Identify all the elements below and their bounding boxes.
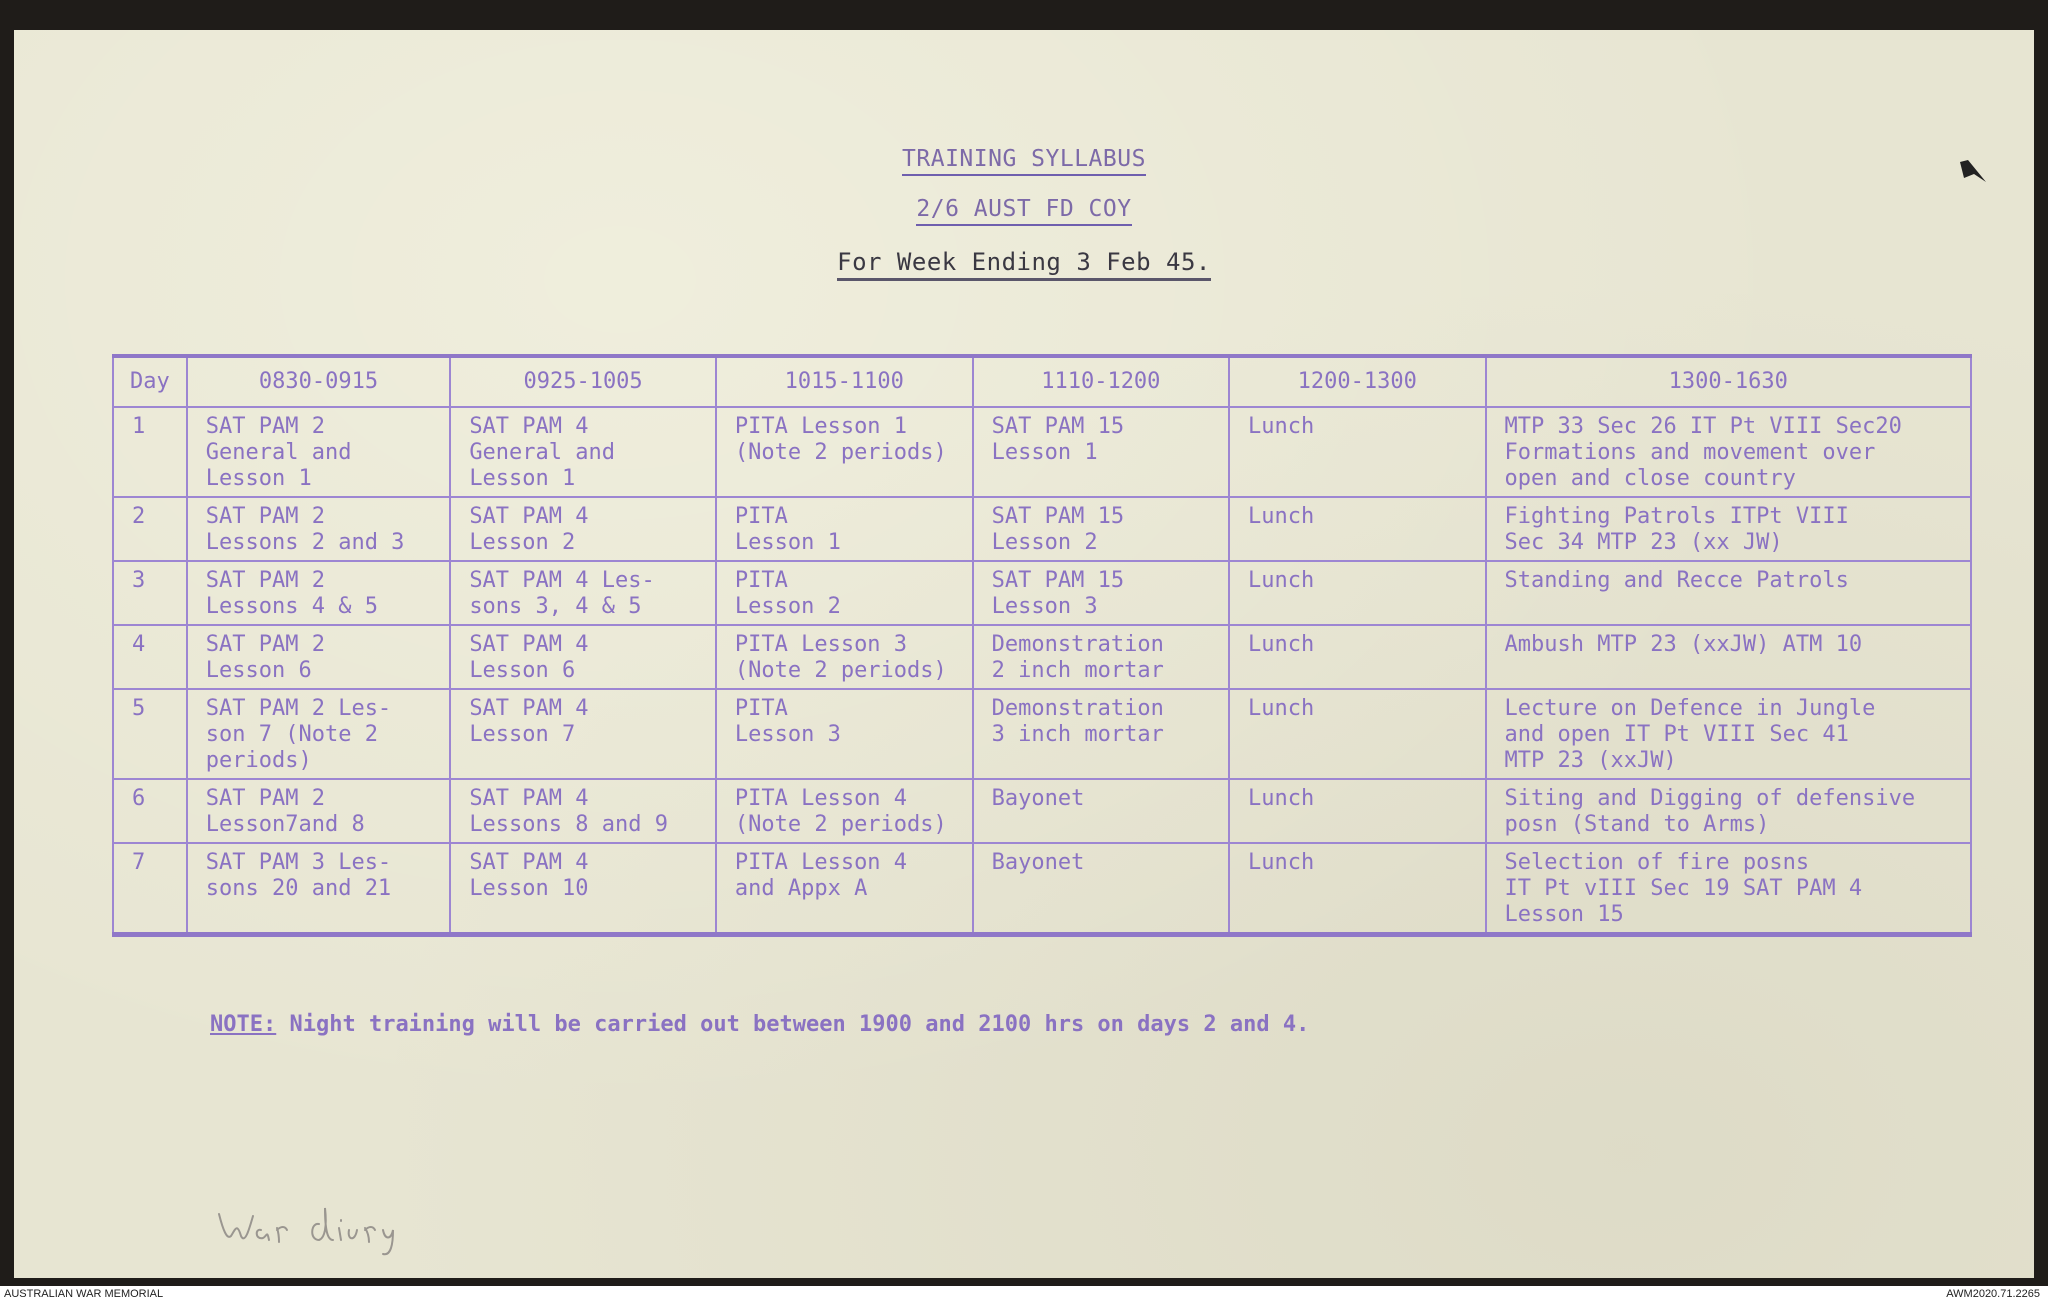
cell-line: Selection of fire posns [1504,850,1810,875]
table-body [113,407,1971,935]
cell-line: sons 20 and 21 [205,876,392,901]
day-number: 3 [113,561,187,625]
cell-line: PITA Lesson 4 [734,786,908,811]
session-cell [973,625,1229,689]
cell-line: SAT PAM 2 [205,632,325,657]
cell-line: SAT PAM 4 [469,696,589,721]
cell-line: General and [205,440,352,465]
cell-line: open and close country [1504,466,1796,491]
session-cell [973,779,1229,843]
cell-line: Bayonet [991,786,1085,811]
cell-line: Lecture on Defence in Jungle [1504,696,1876,721]
session-cell [1486,407,1972,497]
session-cell [1486,779,1972,843]
header-cell: 1110-1200 [973,356,1229,407]
table-row [113,407,1971,497]
cell-line: Standing and Recce Patrols [1504,568,1849,593]
cell-line: Lesson 10 [469,876,589,901]
handwritten-annotation [215,1200,425,1264]
session-cell [973,843,1229,935]
cell-line: PITA Lesson 4 [734,850,908,875]
cell-line: SAT PAM 2 Les- [205,696,392,721]
lunch-cell [1229,689,1486,779]
cell-line: PITA [734,696,788,721]
session-cell [187,689,451,779]
lunch-cell [1229,625,1486,689]
cell-line: Lessons 4 & 5 [205,594,378,619]
session-cell [450,407,716,497]
session-cell [716,407,973,497]
table-row [113,497,1971,561]
cell-line: sons 3, 4 & 5 [469,594,642,619]
day-number: 6 [113,779,187,843]
cell-line: and Appx A [734,876,868,901]
header-cell: 1015-1100 [716,356,973,407]
session-cell [450,843,716,935]
cell-line: IT Pt vIII Sec 19 SAT PAM 4 [1504,876,1863,901]
table-row [113,843,1971,935]
session-cell [973,497,1229,561]
cell-line: periods) [205,748,312,773]
archive-footer [0,1286,2048,1302]
session-cell [716,779,973,843]
cell-line: Lesson 6 [205,658,312,683]
cell-line: PITA Lesson 1 [734,414,908,439]
cell-line: Lesson 1 [991,440,1098,465]
cell-line: Lesson 6 [469,658,576,683]
cell-line: Demonstration [991,696,1164,721]
session-cell [716,561,973,625]
table-row [113,625,1971,689]
lunch-cell [1229,407,1486,497]
cell-line: SAT PAM 3 Les- [205,850,392,875]
cell-line: SAT PAM 2 [205,504,325,529]
table-row [113,779,1971,843]
cell-line: and open IT Pt VIII Sec 41 [1504,722,1849,747]
cell-line: Lesson 3 [734,722,841,747]
cell-line: SAT PAM 2 [205,786,325,811]
cell-line: Lesson 2 [991,530,1098,555]
cell-line: Lesson7and 8 [205,812,365,837]
cell-line: son 7 (Note 2 [205,722,378,747]
cell-line: Lesson 7 [469,722,576,747]
cell-line: Fighting Patrols ITPt VIII [1504,504,1849,529]
cell-line: Lunch [1248,786,1315,811]
document-title: TRAINING SYLLABUS [0,146,2048,172]
session-cell [187,625,451,689]
unit-name: 2/6 AUST FD COY [0,196,2048,222]
night-training-note [210,1012,1309,1037]
cell-line: (Note 2 periods) [734,440,947,465]
session-cell [1486,561,1972,625]
session-cell [450,497,716,561]
session-cell [716,497,973,561]
cell-line: Bayonet [991,850,1085,875]
cell-line: SAT PAM 15 [991,568,1125,593]
session-cell [1486,689,1972,779]
cell-line: Lesson 3 [991,594,1098,619]
cell-line: posn (Stand to Arms) [1504,812,1770,837]
lunch-cell [1229,843,1486,935]
session-cell [1486,625,1972,689]
header-cell: 1300-1630 [1486,356,1972,407]
session-cell [187,497,451,561]
cell-line: Lessons 2 and 3 [205,530,405,555]
week-ending: For Week Ending 3 Feb 45. [0,248,2048,276]
table-row [113,689,1971,779]
cell-line: Demonstration [991,632,1164,657]
session-cell [973,407,1229,497]
cell-line: Lesson 1 [205,466,312,491]
cell-line: (Note 2 periods) [734,812,947,837]
cell-line: SAT PAM 2 [205,414,325,439]
cell-line: MTP 33 Sec 26 IT Pt VIII Sec20 [1504,414,1902,439]
cell-line: SAT PAM 4 [469,632,589,657]
day-number: 5 [113,689,187,779]
session-cell [716,843,973,935]
cell-line: SAT PAM 15 [991,414,1125,439]
cell-line: SAT PAM 4 [469,504,589,529]
session-cell [187,407,451,497]
corner-notch [1958,160,1988,194]
cell-line: SAT PAM 4 [469,850,589,875]
note-text: Night training will be carried out between 1900 and 2100 hrs on days 2 and 4. [276,1012,1310,1037]
cell-line: (Note 2 periods) [734,658,947,683]
header-cell: 0925-1005 [450,356,716,407]
header-cell: Day [113,356,187,407]
cell-line: SAT PAM 2 [205,568,325,593]
cell-line: Lesson 15 [1504,902,1624,927]
cell-line: Lesson 2 [734,594,841,619]
day-number: 7 [113,843,187,935]
note-label: NOTE: [210,1012,277,1037]
lunch-cell [1229,779,1486,843]
cell-line: SAT PAM 4 Les- [469,568,655,593]
cell-line: Lunch [1248,504,1315,529]
cell-line: PITA [734,504,788,529]
lunch-cell [1229,497,1486,561]
cell-line: Formations and movement over [1504,440,1876,465]
cell-line: 2 inch mortar [991,658,1164,683]
header-row [113,356,1971,407]
lunch-cell [1229,561,1486,625]
cell-line: Sec 34 MTP 23 (xx JW) [1504,530,1783,555]
session-cell [450,779,716,843]
session-cell [187,561,451,625]
cell-line: General and [469,440,616,465]
session-cell [973,561,1229,625]
session-cell [1486,843,1972,935]
session-cell [450,625,716,689]
cell-line: Ambush MTP 23 (xxJW) ATM 10 [1504,632,1863,657]
cell-line: Lesson 1 [734,530,841,555]
session-cell [450,561,716,625]
cell-line: PITA [734,568,788,593]
day-number: 2 [113,497,187,561]
cell-line: MTP 23 (xxJW) [1504,748,1677,773]
cell-line: Lunch [1248,696,1315,721]
session-cell [450,689,716,779]
header-cell: 0830-0915 [187,356,451,407]
cell-line: Lunch [1248,414,1315,439]
table-row [113,561,1971,625]
session-cell [716,689,973,779]
cell-line: SAT PAM 15 [991,504,1125,529]
cell-line: Lesson 1 [469,466,576,491]
session-cell [1486,497,1972,561]
cell-line: Lunch [1248,850,1315,875]
session-cell [187,779,451,843]
cell-line: 3 inch mortar [991,722,1164,747]
header-cell: 1200-1300 [1229,356,1486,407]
cell-line: Lessons 8 and 9 [469,812,668,837]
footer-institution: AUSTRALIAN WAR MEMORIAL [4,1288,164,1300]
session-cell [716,625,973,689]
session-cell [187,843,451,935]
cell-line: SAT PAM 4 [469,786,589,811]
cell-line: PITA Lesson 3 [734,632,908,657]
cell-line: Lunch [1248,568,1315,593]
cell-line: Lunch [1248,632,1315,657]
cell-line: Siting and Digging of defensive [1504,786,1916,811]
day-number: 1 [113,407,187,497]
cell-line: Lesson 2 [469,530,576,555]
cell-line: SAT PAM 4 [469,414,589,439]
footer-accession-number: AWM2020.71.2265 [1946,1288,2040,1300]
syllabus-table [112,354,1972,937]
session-cell [973,689,1229,779]
day-number: 4 [113,625,187,689]
